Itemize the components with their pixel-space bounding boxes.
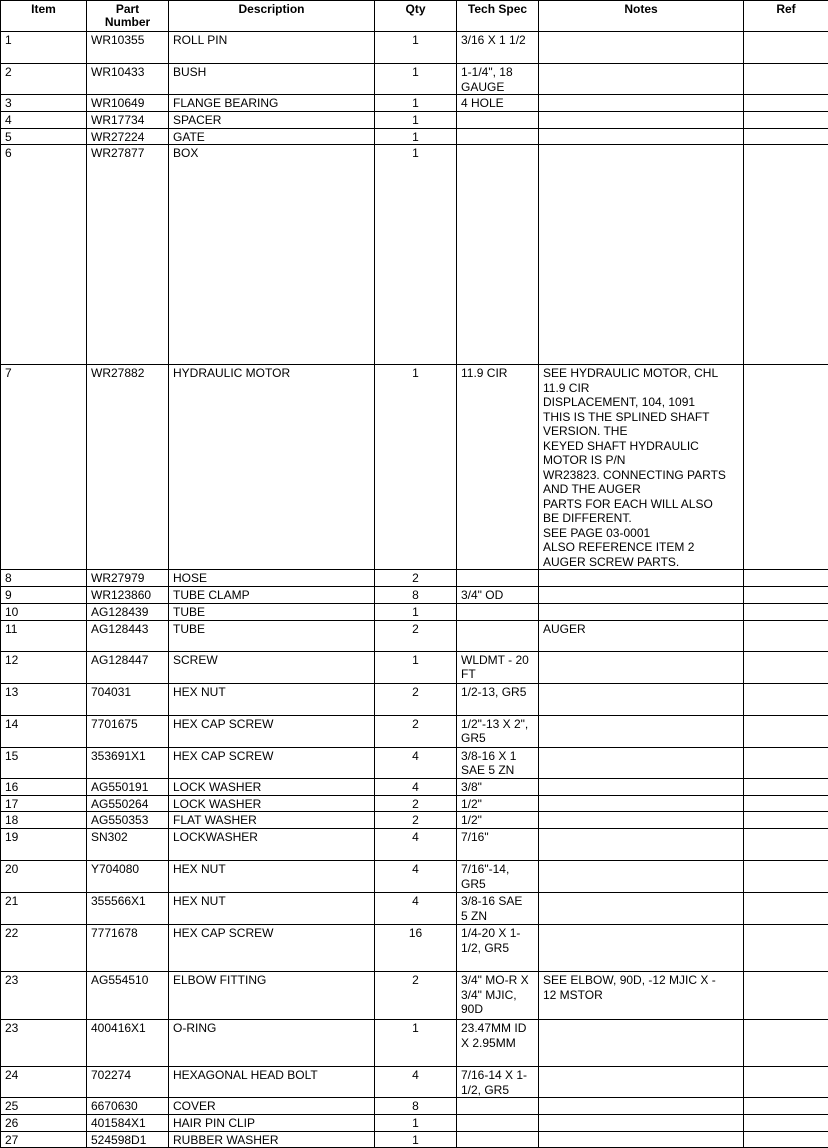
cell-part-number: Y704080 [87, 861, 169, 893]
cell-description: COVER [169, 1098, 375, 1115]
cell-item: 22 [1, 925, 87, 972]
table-row [1, 861, 828, 893]
cell-qty: 4 [375, 829, 457, 861]
cell-tech-spec [457, 1098, 539, 1115]
table-row [1, 812, 828, 829]
cell-description: HEXAGONAL HEAD BOLT [169, 1067, 375, 1098]
cell-part-number: WR10649 [87, 95, 169, 112]
cell-tech-spec [457, 111, 539, 128]
cell-item: 25 [1, 1098, 87, 1115]
cell-description: GATE [169, 128, 375, 145]
cell-tech-spec [457, 620, 539, 651]
cell-qty: 4 [375, 861, 457, 893]
table-body [1, 32, 828, 1148]
cell-notes [539, 587, 744, 604]
cell-part-number: AG550353 [87, 812, 169, 829]
cell-ref [744, 972, 828, 1020]
cell-notes [539, 145, 744, 365]
cell-tech-spec [457, 570, 539, 587]
table-row [1, 972, 828, 1020]
cell-tech-spec [457, 128, 539, 145]
cell-tech-spec: 7/16" [457, 829, 539, 861]
cell-ref [744, 1131, 828, 1148]
cell-item: 10 [1, 603, 87, 620]
table-row [1, 32, 828, 64]
cell-item: 21 [1, 893, 87, 925]
cell-description: SPACER [169, 111, 375, 128]
cell-tech-spec: 23.47MM ID X 2.95MM [457, 1020, 539, 1067]
cell-tech-spec: 1/2"-13 X 2", GR5 [457, 715, 539, 747]
cell-notes [539, 812, 744, 829]
table-row [1, 795, 828, 812]
cell-tech-spec: 1/2" [457, 795, 539, 812]
cell-ref [744, 1067, 828, 1098]
cell-qty: 1 [375, 1020, 457, 1067]
table-row [1, 145, 828, 365]
cell-qty: 2 [375, 570, 457, 587]
cell-item: 9 [1, 587, 87, 604]
cell-qty: 1 [375, 603, 457, 620]
cell-item: 17 [1, 795, 87, 812]
cell-item: 11 [1, 620, 87, 651]
cell-qty: 1 [375, 1115, 457, 1132]
cell-qty: 1 [375, 64, 457, 95]
cell-notes [539, 95, 744, 112]
cell-item: 8 [1, 570, 87, 587]
cell-notes [539, 829, 744, 861]
cell-notes [539, 570, 744, 587]
cell-tech-spec: 11.9 CIR [457, 365, 539, 570]
column-header-ref: Ref [744, 1, 828, 32]
table-row [1, 1131, 828, 1148]
table-row [1, 603, 828, 620]
cell-item: 7 [1, 365, 87, 570]
cell-ref [744, 812, 828, 829]
cell-ref [744, 1098, 828, 1115]
cell-part-number: 7701675 [87, 715, 169, 747]
cell-description: LOCK WASHER [169, 778, 375, 795]
cell-tech-spec [457, 1115, 539, 1132]
cell-description: HEX CAP SCREW [169, 925, 375, 972]
cell-description: TUBE [169, 620, 375, 651]
cell-notes [539, 603, 744, 620]
column-header-tech-spec: Tech Spec [457, 1, 539, 32]
table-row [1, 925, 828, 972]
cell-description: HEX CAP SCREW [169, 747, 375, 778]
cell-part-number: SN302 [87, 829, 169, 861]
table-row [1, 587, 828, 604]
cell-ref [744, 747, 828, 778]
table-row [1, 128, 828, 145]
cell-item: 2 [1, 64, 87, 95]
cell-qty: 1 [375, 651, 457, 683]
table-header [1, 1, 828, 32]
cell-ref [744, 587, 828, 604]
cell-description: LOCK WASHER [169, 795, 375, 812]
cell-description: TUBE [169, 603, 375, 620]
cell-part-number: WR10355 [87, 32, 169, 64]
cell-qty: 4 [375, 893, 457, 925]
column-header-description: Description [169, 1, 375, 32]
column-header-part-number: Part Number [87, 1, 169, 32]
cell-tech-spec: 3/16 X 1 1/2 [457, 32, 539, 64]
cell-part-number: AG128447 [87, 651, 169, 683]
cell-ref [744, 365, 828, 570]
cell-part-number: WR27224 [87, 128, 169, 145]
cell-notes [539, 64, 744, 95]
cell-ref [744, 715, 828, 747]
cell-item: 13 [1, 683, 87, 715]
cell-qty: 4 [375, 1067, 457, 1098]
cell-part-number: 7771678 [87, 925, 169, 972]
cell-part-number: AG550191 [87, 778, 169, 795]
header-row [1, 1, 828, 32]
cell-ref [744, 570, 828, 587]
cell-description: BUSH [169, 64, 375, 95]
cell-description: HAIR PIN CLIP [169, 1115, 375, 1132]
cell-part-number: 400416X1 [87, 1020, 169, 1067]
cell-qty: 16 [375, 925, 457, 972]
cell-description: TUBE CLAMP [169, 587, 375, 604]
cell-qty: 1 [375, 365, 457, 570]
cell-notes [539, 1067, 744, 1098]
table-row [1, 365, 828, 570]
cell-item: 1 [1, 32, 87, 64]
cell-description: HEX NUT [169, 893, 375, 925]
cell-tech-spec: 7/16"-14, GR5 [457, 861, 539, 893]
cell-ref [744, 128, 828, 145]
cell-part-number: WR27979 [87, 570, 169, 587]
cell-part-number: WR10433 [87, 64, 169, 95]
cell-item: 15 [1, 747, 87, 778]
cell-notes [539, 683, 744, 715]
cell-notes [539, 861, 744, 893]
cell-description: HEX CAP SCREW [169, 715, 375, 747]
cell-part-number: AG128443 [87, 620, 169, 651]
cell-tech-spec: 1/2" [457, 812, 539, 829]
cell-description: HYDRAULIC MOTOR [169, 365, 375, 570]
cell-ref [744, 683, 828, 715]
cell-description: HEX NUT [169, 683, 375, 715]
cell-part-number: WR17734 [87, 111, 169, 128]
cell-part-number: 355566X1 [87, 893, 169, 925]
table-row [1, 95, 828, 112]
cell-ref [744, 620, 828, 651]
cell-notes [539, 1098, 744, 1115]
table-row [1, 570, 828, 587]
cell-tech-spec: 3/8" [457, 778, 539, 795]
cell-item: 20 [1, 861, 87, 893]
column-header-item: Item [1, 1, 87, 32]
cell-item: 23 [1, 1020, 87, 1067]
cell-part-number: 702274 [87, 1067, 169, 1098]
cell-qty: 2 [375, 683, 457, 715]
cell-ref [744, 893, 828, 925]
cell-qty: 1 [375, 128, 457, 145]
table-row [1, 893, 828, 925]
cell-part-number: 6670630 [87, 1098, 169, 1115]
cell-part-number: AG550264 [87, 795, 169, 812]
cell-ref [744, 145, 828, 365]
cell-qty: 1 [375, 145, 457, 365]
cell-part-number: WR27882 [87, 365, 169, 570]
cell-qty: 2 [375, 715, 457, 747]
cell-qty: 4 [375, 747, 457, 778]
cell-qty: 4 [375, 778, 457, 795]
cell-notes [539, 651, 744, 683]
cell-tech-spec: 3/4" OD [457, 587, 539, 604]
cell-item: 14 [1, 715, 87, 747]
cell-tech-spec: 1-1/4", 18 GAUGE [457, 64, 539, 95]
cell-notes [539, 1115, 744, 1132]
cell-item: 24 [1, 1067, 87, 1098]
cell-notes [539, 715, 744, 747]
cell-description: FLANGE BEARING [169, 95, 375, 112]
cell-ref [744, 778, 828, 795]
table-row [1, 651, 828, 683]
cell-item: 23 [1, 972, 87, 1020]
cell-ref [744, 603, 828, 620]
cell-item: 16 [1, 778, 87, 795]
table-row [1, 64, 828, 95]
cell-notes: SEE ELBOW, 90D, -12 MJIC X - 12 MSTOR [539, 972, 744, 1020]
cell-part-number: 704031 [87, 683, 169, 715]
cell-tech-spec [457, 145, 539, 365]
cell-qty: 1 [375, 111, 457, 128]
cell-ref [744, 861, 828, 893]
cell-description: O-RING [169, 1020, 375, 1067]
cell-notes [539, 747, 744, 778]
cell-part-number: AG554510 [87, 972, 169, 1020]
cell-tech-spec: 3/8-16 X 1 SAE 5 ZN [457, 747, 539, 778]
table-row [1, 620, 828, 651]
cell-tech-spec: 3/4" MO-R X 3/4" MJIC, 90D [457, 972, 539, 1020]
cell-description: ROLL PIN [169, 32, 375, 64]
cell-item: 27 [1, 1131, 87, 1148]
cell-part-number: WR27877 [87, 145, 169, 365]
table-row [1, 1115, 828, 1132]
table-row [1, 683, 828, 715]
cell-item: 19 [1, 829, 87, 861]
cell-part-number: 401584X1 [87, 1115, 169, 1132]
cell-notes: SEE HYDRAULIC MOTOR, CHL 11.9 CIR DISPLACEMENT, 104, 1091 THIS IS THE SPLINED SHAFT VERSION. THE KEYED SHAFT HYDRAULIC MOTOR IS P/N WR23823. CONNECTING PARTS AND THE AUGER PARTS FOR EACH WILL ALSO BE DIFFERENT. SEE PAGE 03-0001 ALSO REFERENCE ITEM 2 AUGER SCREW PARTS. [539, 365, 744, 570]
cell-ref [744, 32, 828, 64]
cell-qty: 1 [375, 1131, 457, 1148]
table-row [1, 1098, 828, 1115]
cell-qty: 2 [375, 795, 457, 812]
cell-ref [744, 795, 828, 812]
cell-tech-spec: 4 HOLE [457, 95, 539, 112]
cell-description: SCREW [169, 651, 375, 683]
cell-item: 4 [1, 111, 87, 128]
cell-notes [539, 128, 744, 145]
cell-qty: 8 [375, 587, 457, 604]
table-row [1, 829, 828, 861]
cell-notes [539, 795, 744, 812]
cell-ref [744, 925, 828, 972]
cell-notes [539, 32, 744, 64]
cell-item: 18 [1, 812, 87, 829]
cell-qty: 2 [375, 620, 457, 651]
cell-notes [539, 893, 744, 925]
cell-notes [539, 925, 744, 972]
cell-part-number: 353691X1 [87, 747, 169, 778]
cell-notes [539, 1020, 744, 1067]
cell-item: 26 [1, 1115, 87, 1132]
cell-tech-spec: 1/4-20 X 1- 1/2, GR5 [457, 925, 539, 972]
table-row [1, 1020, 828, 1067]
cell-notes [539, 111, 744, 128]
cell-notes: AUGER [539, 620, 744, 651]
cell-notes [539, 1131, 744, 1148]
cell-description: BOX [169, 145, 375, 365]
cell-notes [539, 778, 744, 795]
cell-description: FLAT WASHER [169, 812, 375, 829]
cell-item: 5 [1, 128, 87, 145]
column-header-notes: Notes [539, 1, 744, 32]
cell-ref [744, 111, 828, 128]
table-row [1, 1067, 828, 1098]
cell-item: 6 [1, 145, 87, 365]
cell-qty: 1 [375, 95, 457, 112]
cell-qty: 2 [375, 972, 457, 1020]
cell-tech-spec: 3/8-16 SAE 5 ZN [457, 893, 539, 925]
cell-ref [744, 829, 828, 861]
cell-part-number: WR123860 [87, 587, 169, 604]
cell-tech-spec: WLDMT - 20 FT [457, 651, 539, 683]
cell-description: RUBBER WASHER [169, 1131, 375, 1148]
cell-ref [744, 1020, 828, 1067]
cell-qty: 1 [375, 32, 457, 64]
cell-description: ELBOW FITTING [169, 972, 375, 1020]
cell-ref [744, 651, 828, 683]
table-row [1, 111, 828, 128]
column-header-qty: Qty [375, 1, 457, 32]
cell-part-number: 524598D1 [87, 1131, 169, 1148]
table-row [1, 715, 828, 747]
cell-ref [744, 64, 828, 95]
cell-item: 12 [1, 651, 87, 683]
cell-ref [744, 95, 828, 112]
cell-tech-spec [457, 1131, 539, 1148]
cell-tech-spec: 1/2-13, GR5 [457, 683, 539, 715]
cell-tech-spec: 7/16-14 X 1- 1/2, GR5 [457, 1067, 539, 1098]
table-row [1, 778, 828, 795]
cell-description: HOSE [169, 570, 375, 587]
cell-ref [744, 1115, 828, 1132]
cell-qty: 8 [375, 1098, 457, 1115]
cell-description: HEX NUT [169, 861, 375, 893]
cell-part-number: AG128439 [87, 603, 169, 620]
cell-tech-spec [457, 603, 539, 620]
table-row [1, 747, 828, 778]
cell-description: LOCKWASHER [169, 829, 375, 861]
cell-qty: 2 [375, 812, 457, 829]
cell-item: 3 [1, 95, 87, 112]
